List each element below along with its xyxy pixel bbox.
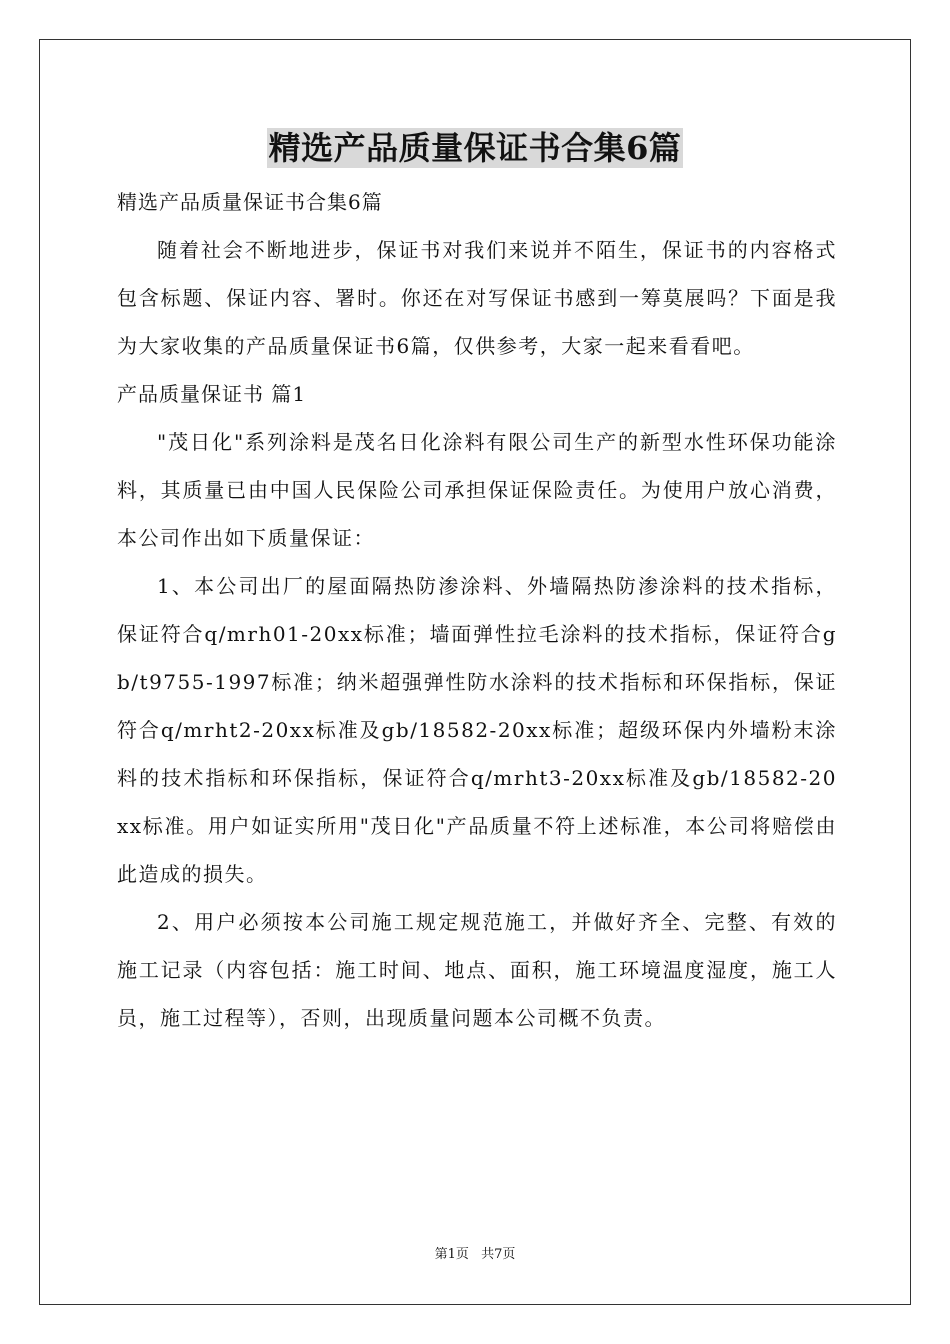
page-number-current: 第1页 bbox=[434, 1247, 469, 1262]
page-footer bbox=[0, 1246, 950, 1264]
page-number-total: 共7页 bbox=[481, 1247, 516, 1262]
document-subtitle: 精选产品质量保证书合集6篇 bbox=[117, 190, 383, 214]
document-body bbox=[117, 178, 837, 1042]
body-paragraph-3: 2、用户必须按本公司施工规定规范施工，并做好齐全、完整、有效的施工记录（内容包括：施工时间、地点、面积，施工环境温度湿度，施工人员，施工过程等），否则，出现质量问题本公司概不负责。 bbox=[117, 910, 837, 1030]
title-container bbox=[0, 128, 950, 168]
body-paragraph-2: 1、本公司出厂的屋面隔热防渗涂料、外墙隔热防渗涂料的技术指标，保证符合q/mrh01-20xx标准；墙面弹性拉毛涂料的技术指标，保证符合gb/t9755-1997标准；纳米超强弹性防水涂料的技术指标和环保指标，保证符合q/mrht2-20xx标准及gb/18582-20xx标准；超级环保内外墙粉末涂料的技术指标和环保指标，保证符合q/mrht3-20xx标准及gb/18582-20xx标准。用户如证实所用"茂日化"产品质量不符上述标准，本公司将赔偿由此造成的损失。 bbox=[117, 574, 837, 886]
body-paragraph-1: "茂日化"系列涂料是茂名日化涂料有限公司生产的新型水性环保功能涂料，其质量已由中国人民保险公司承担保证保险责任。为使用户放心消费，本公司作出如下质量保证： bbox=[117, 430, 837, 550]
intro-paragraph: 随着社会不断地进步，保证书对我们来说并不陌生，保证书的内容格式包含标题、保证内容、署时。你还在对写保证书感到一筹莫展吗？下面是我为大家收集的产品质量保证书6篇，仅供参考，大家一起来看看吧。 bbox=[117, 238, 837, 358]
document-title: 精选产品质量保证书合集6篇 bbox=[268, 129, 682, 167]
section-heading: 产品质量保证书 篇1 bbox=[117, 382, 307, 406]
